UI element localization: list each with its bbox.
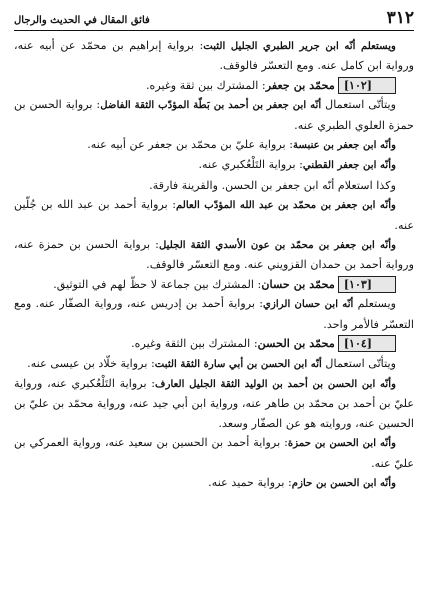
body-paragraph [14, 354, 414, 374]
narrator-name: وأنّه ابن الحسن بن حمزة [287, 437, 396, 450]
body-paragraph [14, 195, 414, 235]
paragraph-text: : برواية أحمد بن الحسين بن سعيد عنه، ورواية العمركي بن عليّ عنه. [14, 436, 414, 470]
paragraph-text: ويتأتّى استعمال [321, 356, 396, 370]
paragraph-text: : برواية عليّ بن محمّد بن جعفر عن أبيه عنه. [87, 138, 293, 152]
entry-heading-paragraph [14, 76, 414, 95]
page-number: ٣١٢ [386, 8, 414, 28]
paragraph-text: : المشترك بين جماعة لا حظّ لهم في التوثيق. [53, 277, 262, 291]
body-paragraph [14, 294, 414, 334]
narrator-name: وأنّه ابن جعفر بن عنبسة [292, 139, 396, 152]
body-paragraph [14, 473, 414, 493]
narrator-name: أنّه ابن حسان الرازي [263, 298, 354, 311]
narrator-name: وأنّه ابن جعفر القطني [302, 159, 396, 172]
entry-number-badge: [١٠٢] [338, 77, 396, 94]
header-rule [14, 30, 414, 31]
body-paragraph [14, 155, 414, 175]
narrator-name: وأنّه ابن جعفر بن محمّد بن عبد الله المؤدّب العالم [175, 199, 396, 212]
entry-number-badge: [١٠٤] [338, 335, 396, 352]
narrator-name: وأنّه ابن جعفر بن محمّد بن عون الأسدي الثقة الجليل [158, 239, 396, 252]
narrator-name: محمّد بن الحسن [257, 336, 335, 351]
body-paragraph [14, 135, 414, 155]
paragraph-text: : برواية خلّاد بن عيسى عنه. [27, 356, 155, 370]
narrator-name: محمّد بن حسان [261, 276, 335, 291]
paragraph-text: : المشترك بين الثقة وغيره. [131, 337, 258, 351]
paragraph-text: : المشترك بين ثقة وغيره. [145, 78, 266, 92]
running-title: فائق المقال في الحديث والرجال [14, 15, 150, 26]
entry-heading-paragraph [14, 334, 414, 353]
narrator-name: وأنّه ابن الحسن بن أحمد بن الوليد الثقة الجليل العارف [155, 377, 397, 390]
paragraph-text: ويستعلم [353, 297, 396, 311]
paragraph-text: : برواية الحسن بن حمزة العلوي الطبري عنه. [14, 98, 414, 132]
body-paragraph [14, 176, 414, 195]
narrator-name: ويستعلم أنّه ابن جرير الطبري الجليل الثبت [203, 40, 396, 52]
narrator-name: أنّه ابن جعفر بن أحمد بن بَطّة المؤدّب الثقة الفاضل [100, 99, 322, 112]
entry-number-badge: [١٠٣] [338, 276, 396, 293]
narrator-name: أنّه ابن الحسن بن أبي سارة الثقة الثبت [154, 357, 322, 370]
paragraph-text: : برواية حميد عنه. [208, 475, 292, 489]
body-paragraph [14, 433, 414, 473]
body-paragraph [14, 374, 414, 433]
paragraph-text: : برواية التَلْعُكبري عنه، ورواية عليّ بن أحمد بن محمّد بن طاهر عنه، ورواية ابن أبي جيد عنه، ورواية محمّد بن عليّ بن الحسين عنه، وروايته هو عن الصفّار وسعد. [14, 376, 414, 430]
narrator-name: وأنّه ابن الحسن بن حازم [291, 476, 396, 489]
entry-heading-paragraph [14, 275, 414, 294]
page-body [14, 36, 414, 610]
body-paragraph [14, 36, 414, 76]
page-header [14, 6, 414, 28]
paragraph-text: : برواية أحمد بن إدريس عنه، ورواية الصفّار عنه. ومع التعسّر فالأمر واحد. [14, 297, 414, 331]
paragraph-text: : برواية التَلْعُكبري عنه. [198, 158, 303, 172]
body-paragraph [14, 95, 414, 135]
paragraph-text: ويتأتّى استعمال [321, 98, 396, 112]
paragraph-text: : برواية إبراهيم بن محمّد عن أبيه عنه، ورواية ابن كامل عنه. ومع التعسّر فالوقف. [14, 39, 414, 73]
narrator-name: محمّد بن جعفر [265, 77, 335, 92]
paragraph-text: : برواية الحسن بن حمزة عنه، ورواية أحمد بن حمدان القزويني عنه. ومع التعسّر فالوقف. [14, 238, 414, 272]
body-paragraph [14, 235, 414, 275]
paragraph-text: : برواية أحمد بن عبد الله بن جُلّين عنه. [14, 198, 414, 232]
paragraph-text: وكذا استعلام أنّه ابن جعفر بن الحسن. والقرينة فارقة. [149, 178, 396, 192]
